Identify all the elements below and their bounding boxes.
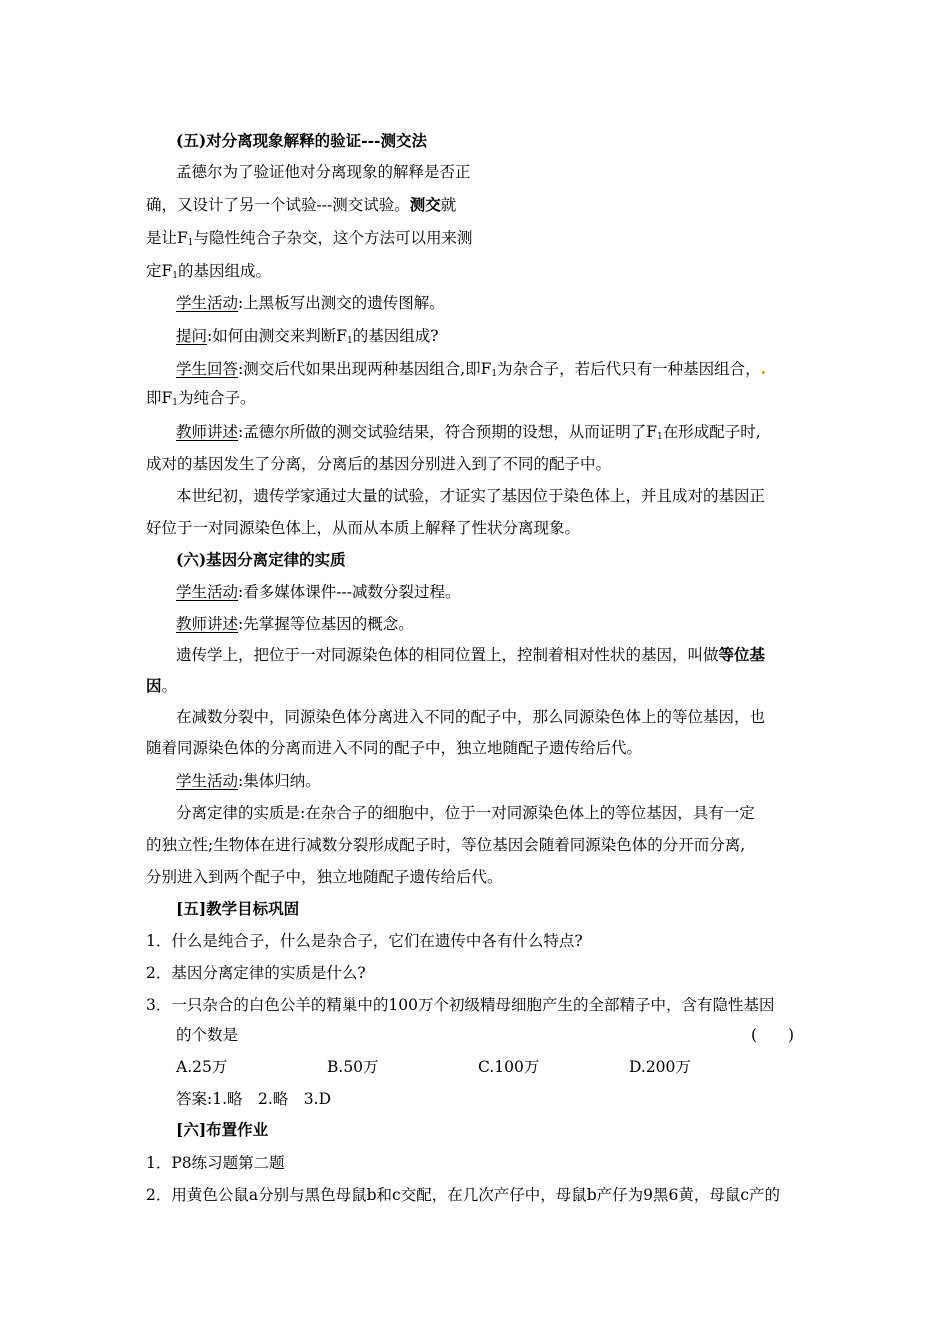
homework-item-2: 2．用黄色公鼠a分别与黑色母鼠b和c交配，在几次产仔中，母鼠b产仔为9黑6黄，母鼠c产的 (146, 1186, 781, 1204)
paragraph-line: 在减数分裂中，同源染色体分离进入不同的配子中，那么同源染色体上的等位基因，也 (176, 708, 766, 726)
option-d: D.200万 (629, 1058, 691, 1076)
paragraph-line: 好位于一对同源染色体上，从而从本质上解释了性状分离现象。 (146, 519, 581, 537)
paragraph-line: 随着同源染色体的分离而进入不同的配子中，独立地随配子遗传给后代。 (146, 739, 643, 757)
role-label: 教师讲述 (176, 423, 239, 441)
paragraph-line: 分离定律的实质是:在杂合子的细胞中，位于一对同源染色体上的等位基因，具有一定 (176, 804, 755, 822)
paragraph-line: 成对的基因发生了分离，分离后的基因分别进入到了不同的配子中。 (146, 455, 612, 473)
role-label: 提问 (176, 327, 208, 345)
quiz-question-2: 2．基因分离定律的实质是什么? (146, 964, 366, 982)
paragraph-line: 孟德尔为了验证他对分离现象的解释是否正 (176, 163, 471, 181)
role-label: 教师讲述 (176, 615, 239, 633)
answer-blank: ( ) (751, 1026, 795, 1044)
part-5-title: [五]教学目标巩固 (176, 899, 300, 918)
paragraph-line: 是让$F_1$与隐性纯合子杂交，这个方法可以用来测 (146, 229, 473, 248)
term-allele: 等位基 (718, 645, 766, 664)
quiz-question-3: 3．一只杂合的白色公羊的精巢中的100万个初级精母细胞产生的全部精子中，含有隐性基因 (146, 996, 775, 1014)
student-answer-1: 学生回答:测交后代如果出现两种基因组合,即$F_1$为杂合子，若后代只有一种基因组合，. (176, 359, 767, 379)
teacher-narration-1: 教师讲述:孟德尔所做的测交试验结果，符合预期的设想，从而证明了$F_1$在形成配子时, (176, 423, 761, 442)
role-label: 学生活动 (176, 772, 239, 790)
section-6-title: (六)基因分离定律的实质 (176, 550, 346, 569)
paragraph-line: 因。 (146, 676, 178, 695)
part-6-title: [六]布置作业 (176, 1120, 269, 1139)
student-activity-1: 学生活动:上黑板写出测交的遗传图解。 (176, 294, 445, 312)
quiz-answers: 答案:1.略 2.略 3.D (176, 1090, 332, 1108)
marker-dot: . (760, 359, 767, 378)
paragraph-line: 本世纪初，遗传学家通过大量的试验，才证实了基因位于染色体上，并且成对的基因正 (176, 487, 766, 505)
role-label: 学生活动 (176, 583, 239, 601)
paragraph-line: 遗传学上，把位于一对同源染色体的相同位置上，控制着相对性状的基因，叫做等位基 (176, 645, 766, 664)
paragraph-line: 定$F_1$的基因组成。 (146, 262, 272, 281)
homework-item-1: 1．P8练习题第二题 (146, 1154, 285, 1172)
teacher-narration-2: 教师讲述:先掌握等位基因的概念。 (176, 615, 414, 633)
term-testcross: 测交 (409, 195, 441, 214)
student-activity-2: 学生活动:看多媒体课件---减数分裂过程。 (176, 583, 461, 601)
paragraph-line: 的独立性;生物体在进行减数分裂形成配子时，等位基因会随着同源染色体的分开而分离, (146, 836, 746, 854)
question-1: 提问:如何由测交来判断$F_1$的基因组成? (176, 327, 439, 346)
paragraph-line: 确，又设计了另一个试验---测交试验。测交就 (146, 195, 457, 214)
option-a: A.25万 (176, 1058, 228, 1076)
role-label: 学生活动 (176, 294, 239, 312)
role-label: 学生回答 (176, 360, 239, 378)
option-b: B.50万 (327, 1058, 379, 1076)
student-activity-3: 学生活动:集体归纳。 (176, 772, 321, 790)
quiz-question-1: 1．什么是纯合子，什么是杂合子，它们在遗传中各有什么特点? (146, 932, 583, 950)
paragraph-line: 即$F_1$为纯合子。 (146, 389, 256, 408)
quiz-question-3-cont: 的个数是 (176, 1026, 239, 1044)
paragraph-line: 分别进入到两个配子中，独立地随配子遗传给后代。 (146, 868, 503, 886)
option-c: C.100万 (478, 1058, 540, 1076)
section-5-title: (五)对分离现象解释的验证---测交法 (176, 131, 427, 150)
